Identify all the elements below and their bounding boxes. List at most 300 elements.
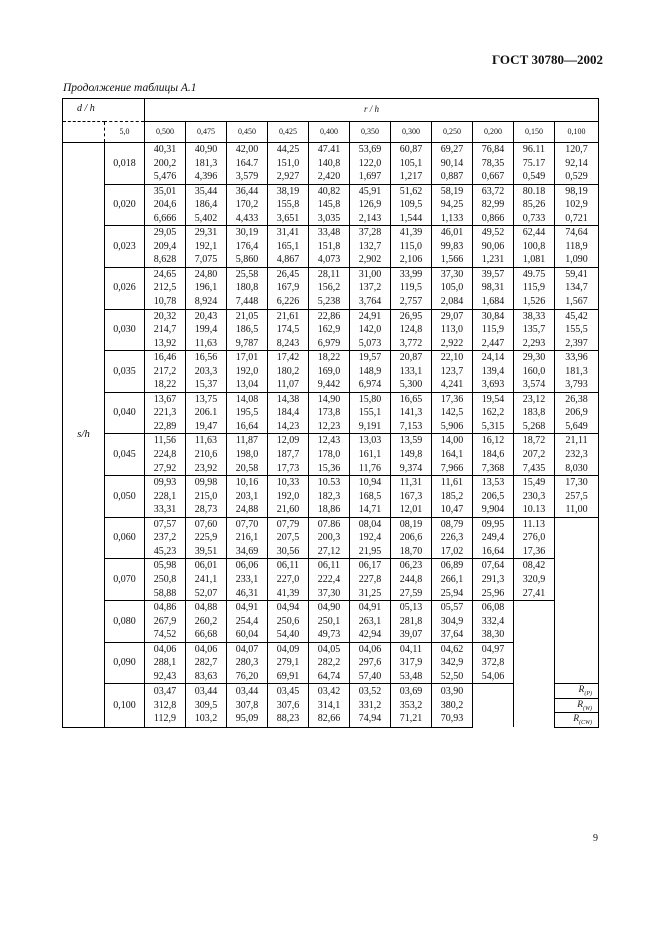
cell-value: 203,3 bbox=[194, 365, 218, 377]
cell-value: 33,48 bbox=[317, 227, 341, 239]
table-row bbox=[63, 143, 599, 185]
cell-value: 2,293 bbox=[522, 337, 546, 349]
cell-value: 5,300 bbox=[399, 379, 423, 391]
value-cell bbox=[309, 642, 350, 684]
cell-value: 119,5 bbox=[399, 282, 423, 294]
cell-value: 195,5 bbox=[235, 407, 259, 419]
value-cell bbox=[514, 476, 555, 518]
cell-value: 85,26 bbox=[522, 199, 546, 211]
cell-value: 09,98 bbox=[194, 477, 218, 489]
cell-value: 206,6 bbox=[399, 532, 423, 544]
cell-value: 148,9 bbox=[358, 365, 382, 377]
d-h-value: 0,035 bbox=[105, 351, 145, 393]
cell-value: 317,9 bbox=[399, 657, 423, 669]
cell-value: 99,83 bbox=[440, 240, 464, 252]
value-cell bbox=[309, 143, 350, 185]
cell-value: 16,46 bbox=[153, 352, 177, 364]
cell-value: 17,02 bbox=[440, 545, 464, 557]
cell-value: 162,9 bbox=[317, 324, 341, 336]
value-cell bbox=[391, 559, 432, 601]
cell-value: 92,43 bbox=[153, 670, 177, 682]
cell-value: 254,4 bbox=[235, 615, 259, 627]
cell-value: 3,574 bbox=[522, 379, 546, 391]
cell-value: 29,31 bbox=[194, 227, 218, 239]
cell-value: 149,8 bbox=[399, 449, 423, 461]
cell-value: 74,94 bbox=[358, 713, 382, 725]
value-cell bbox=[186, 392, 227, 434]
cell-value: 18,72 bbox=[522, 435, 546, 447]
cell-value: 225,9 bbox=[194, 532, 218, 544]
cell-value: 37,64 bbox=[440, 629, 464, 641]
legend-cell bbox=[555, 684, 599, 728]
cell-value: 26,95 bbox=[399, 310, 423, 322]
cell-value: 164,1 bbox=[440, 449, 464, 461]
cell-value: 0,549 bbox=[522, 171, 546, 183]
cell-value: 314,1 bbox=[317, 699, 341, 711]
cell-value: 96.11 bbox=[522, 144, 546, 155]
cell-value: 30,19 bbox=[235, 227, 259, 239]
cell-value: 1,081 bbox=[522, 254, 546, 266]
cell-value: 142,0 bbox=[358, 324, 382, 336]
column-header: 0,500 bbox=[145, 122, 186, 143]
cell-value: 4,073 bbox=[317, 254, 341, 266]
table-caption: Продолжение таблицы А.1 bbox=[63, 82, 197, 94]
legend-label: $R_{(W)}$ bbox=[555, 699, 598, 714]
cell-value: 260,2 bbox=[194, 615, 218, 627]
value-cell bbox=[145, 601, 186, 643]
cell-value: 38,19 bbox=[276, 185, 300, 197]
cell-value: 13,53 bbox=[481, 477, 505, 489]
cell-value: 0,733 bbox=[522, 212, 546, 224]
value-cell bbox=[350, 517, 391, 559]
value-cell bbox=[350, 559, 391, 601]
cell-value: 14,90 bbox=[317, 393, 341, 405]
cell-value: 06,17 bbox=[358, 560, 382, 572]
value-cell bbox=[391, 143, 432, 185]
cell-value: 12,01 bbox=[399, 504, 423, 516]
cell-value: 18,86 bbox=[317, 504, 341, 516]
column-header: 0,150 bbox=[514, 122, 555, 143]
cell-value bbox=[514, 643, 554, 657]
cell-value: 181,3 bbox=[194, 157, 218, 169]
cell-value: 9,191 bbox=[358, 420, 382, 432]
cell-value: 21,61 bbox=[276, 310, 300, 322]
cell-value: 08,04 bbox=[358, 518, 382, 530]
cell-value bbox=[514, 601, 554, 615]
value-cell bbox=[186, 601, 227, 643]
cell-value: 04,11 bbox=[399, 643, 423, 655]
cell-value: 06,01 bbox=[194, 560, 218, 572]
value-cell bbox=[227, 226, 268, 268]
cell-value: 52,50 bbox=[440, 670, 464, 682]
cell-value: 06,08 bbox=[481, 602, 505, 614]
cell-value: 228,1 bbox=[153, 490, 177, 502]
value-cell bbox=[227, 476, 268, 518]
value-cell bbox=[514, 559, 555, 601]
cell-value: 5,073 bbox=[358, 337, 382, 349]
cell-value: 09,93 bbox=[153, 477, 177, 489]
value-cell bbox=[350, 351, 391, 393]
cell-value: 320,9 bbox=[522, 573, 546, 585]
d-h-value: 0,070 bbox=[105, 559, 145, 601]
cell-value: 21,60 bbox=[276, 504, 300, 516]
value-cell bbox=[391, 642, 432, 684]
d-h-value: 0,023 bbox=[105, 226, 145, 268]
table-row bbox=[63, 476, 599, 518]
cell-value: 14,71 bbox=[358, 504, 382, 516]
cell-value: 6,979 bbox=[317, 337, 341, 349]
first-col-label: 5,0 bbox=[105, 122, 145, 143]
cell-value: 83,63 bbox=[194, 670, 218, 682]
value-cell bbox=[268, 143, 309, 185]
table-row bbox=[63, 267, 599, 309]
cell-value: 60,04 bbox=[235, 629, 259, 641]
legend-label: $R_{(P)}$ bbox=[555, 684, 598, 699]
cell-value: 3,651 bbox=[276, 212, 300, 224]
cell-value bbox=[514, 699, 554, 713]
value-cell bbox=[432, 392, 473, 434]
cell-value: 160,0 bbox=[522, 365, 546, 377]
value-cell bbox=[432, 601, 473, 643]
cell-value: 9,374 bbox=[399, 462, 423, 474]
cell-value: 6,974 bbox=[358, 379, 382, 391]
cell-value: 1,567 bbox=[565, 296, 588, 308]
value-cell bbox=[186, 517, 227, 559]
value-cell bbox=[350, 684, 391, 728]
cell-value: 29,05 bbox=[153, 227, 177, 239]
cell-value: 4,433 bbox=[235, 212, 259, 224]
cell-value: 162,2 bbox=[481, 407, 505, 419]
cell-value: 180,8 bbox=[235, 282, 259, 294]
value-cell bbox=[309, 434, 350, 476]
value-cell bbox=[186, 143, 227, 185]
cell-value: 206.1 bbox=[194, 407, 218, 419]
cell-value: 332,4 bbox=[481, 615, 505, 627]
value-cell bbox=[186, 684, 227, 728]
value-cell bbox=[432, 434, 473, 476]
cell-value: 0,529 bbox=[565, 171, 588, 183]
value-cell bbox=[268, 476, 309, 518]
cell-value: 76,20 bbox=[235, 670, 259, 682]
cell-value: 11,00 bbox=[565, 504, 588, 516]
d-h-value: 0,026 bbox=[105, 267, 145, 309]
cell-value: 74,64 bbox=[565, 227, 588, 239]
cell-value: 04,91 bbox=[358, 602, 382, 614]
value-cell bbox=[555, 184, 599, 226]
cell-value bbox=[555, 628, 598, 642]
cell-value: 12,23 bbox=[317, 420, 341, 432]
cell-value: 29,30 bbox=[522, 352, 546, 364]
cell-value: 25,58 bbox=[235, 268, 259, 280]
cell-value bbox=[555, 642, 598, 656]
table-row bbox=[63, 309, 599, 351]
cell-value: 69,27 bbox=[440, 144, 464, 155]
cell-value: 5,906 bbox=[440, 420, 464, 432]
value-cell bbox=[227, 601, 268, 643]
cell-value: 94,25 bbox=[440, 199, 464, 211]
value-cell bbox=[227, 642, 268, 684]
value-cell bbox=[432, 684, 473, 728]
cell-value: 2,447 bbox=[481, 337, 505, 349]
d-h-value: 0,040 bbox=[105, 392, 145, 434]
value-cell bbox=[227, 309, 268, 351]
cell-value: 95,09 bbox=[235, 713, 259, 725]
cell-value: 170,2 bbox=[235, 199, 259, 211]
value-cell bbox=[268, 226, 309, 268]
cell-value: 19,47 bbox=[194, 420, 218, 432]
cell-value: 24,88 bbox=[235, 504, 259, 516]
cell-value: 30,56 bbox=[276, 545, 300, 557]
cell-value: 46,01 bbox=[440, 227, 464, 239]
cell-value: 279,1 bbox=[276, 657, 300, 669]
value-cell bbox=[145, 184, 186, 226]
cell-value: 100,8 bbox=[522, 240, 546, 252]
cell-value: 63,72 bbox=[481, 185, 505, 197]
cell-value: 26,38 bbox=[565, 393, 588, 405]
cell-value: 133,1 bbox=[399, 365, 423, 377]
cell-value: 11,31 bbox=[399, 477, 423, 489]
value-cell bbox=[555, 517, 599, 559]
cell-value: 180,2 bbox=[276, 365, 300, 377]
cell-value: 25,94 bbox=[440, 587, 464, 599]
cell-value: 16,65 bbox=[399, 393, 423, 405]
d-h-value: 0,030 bbox=[105, 309, 145, 351]
cell-value: 16,64 bbox=[481, 545, 505, 557]
cell-value bbox=[514, 628, 554, 642]
cell-value: 282,2 bbox=[317, 657, 341, 669]
table-row bbox=[63, 601, 599, 643]
cell-value: 41,39 bbox=[399, 227, 423, 239]
cell-value: 15,49 bbox=[522, 477, 546, 489]
cell-value: 07,64 bbox=[481, 560, 505, 572]
cell-value: 22,86 bbox=[317, 310, 341, 322]
value-cell bbox=[268, 184, 309, 226]
cell-value: 250,8 bbox=[153, 573, 177, 585]
table-row bbox=[63, 642, 599, 684]
cell-value: 39,51 bbox=[194, 545, 218, 557]
cell-value: 20,58 bbox=[235, 462, 259, 474]
value-cell bbox=[514, 517, 555, 559]
cell-value: 74,52 bbox=[153, 629, 177, 641]
cell-value: 5,315 bbox=[481, 420, 505, 432]
table-row bbox=[63, 684, 599, 728]
cell-value: 44,25 bbox=[276, 144, 300, 155]
value-cell bbox=[473, 226, 514, 268]
column-header: 0,450 bbox=[227, 122, 268, 143]
value-cell bbox=[391, 517, 432, 559]
cell-value: 08,79 bbox=[440, 518, 464, 530]
cell-value: 267,9 bbox=[153, 615, 177, 627]
cell-value: 331,2 bbox=[358, 699, 382, 711]
value-cell bbox=[473, 517, 514, 559]
cell-value: 14,38 bbox=[276, 393, 300, 405]
value-cell bbox=[268, 434, 309, 476]
value-cell bbox=[473, 684, 514, 728]
value-cell bbox=[432, 226, 473, 268]
cell-value: 14,00 bbox=[440, 435, 464, 447]
cell-value: 141,3 bbox=[399, 407, 423, 419]
cell-value: 137,2 bbox=[358, 282, 382, 294]
cell-value: 19,57 bbox=[358, 352, 382, 364]
cell-value: 20,43 bbox=[194, 310, 218, 322]
cell-value: 30,84 bbox=[481, 310, 505, 322]
value-cell bbox=[309, 392, 350, 434]
value-cell bbox=[309, 226, 350, 268]
value-cell bbox=[227, 143, 268, 185]
cell-value: 145,8 bbox=[317, 199, 341, 211]
table-row bbox=[63, 226, 599, 268]
cell-value: 26,45 bbox=[276, 268, 300, 280]
value-cell bbox=[514, 392, 555, 434]
cell-value: 11,87 bbox=[235, 435, 259, 447]
cell-value: 05,13 bbox=[399, 602, 423, 614]
cell-value: 0,887 bbox=[440, 171, 464, 183]
value-cell bbox=[432, 309, 473, 351]
cell-value: 24,14 bbox=[481, 352, 505, 364]
cell-value: 04,90 bbox=[317, 602, 341, 614]
cell-value: 156,2 bbox=[317, 282, 341, 294]
value-cell bbox=[555, 476, 599, 518]
cell-value: 249,4 bbox=[481, 532, 505, 544]
cell-value bbox=[555, 573, 598, 587]
cell-value: 38,30 bbox=[481, 629, 505, 641]
cell-value: 1,231 bbox=[481, 254, 505, 266]
cell-value: 192,4 bbox=[358, 532, 382, 544]
value-cell bbox=[514, 226, 555, 268]
cell-value: 2,902 bbox=[358, 254, 382, 266]
value-cell bbox=[186, 267, 227, 309]
cell-value: 199,4 bbox=[194, 324, 218, 336]
value-cell bbox=[473, 267, 514, 309]
cell-value: 07,57 bbox=[153, 518, 177, 530]
value-cell bbox=[514, 309, 555, 351]
cell-value: 06,06 bbox=[235, 560, 259, 572]
cell-value: 2,397 bbox=[565, 337, 588, 349]
cell-value: 309,5 bbox=[194, 699, 218, 711]
value-cell bbox=[473, 476, 514, 518]
d-h-value: 0,018 bbox=[105, 143, 145, 185]
cell-value: 342,9 bbox=[440, 657, 464, 669]
cell-value: 1,684 bbox=[481, 296, 505, 308]
cell-value: 192,0 bbox=[235, 365, 259, 377]
value-cell bbox=[391, 184, 432, 226]
value-cell bbox=[432, 351, 473, 393]
value-cell bbox=[555, 601, 599, 643]
cell-value: 122,0 bbox=[358, 157, 382, 169]
cell-value: 11,61 bbox=[440, 477, 464, 489]
cell-value bbox=[555, 601, 598, 615]
value-cell bbox=[555, 309, 599, 351]
cell-value: 0,721 bbox=[565, 212, 588, 224]
cell-value: 142,5 bbox=[440, 407, 464, 419]
cell-value: 13,75 bbox=[194, 393, 218, 405]
value-cell bbox=[186, 351, 227, 393]
cell-value: 08,42 bbox=[522, 560, 546, 572]
cell-value: 8,628 bbox=[153, 254, 177, 266]
cell-value: 164.7 bbox=[235, 157, 259, 169]
cell-value: 4,396 bbox=[194, 171, 218, 183]
cell-value bbox=[514, 712, 554, 726]
table-row bbox=[63, 517, 599, 559]
value-cell bbox=[473, 434, 514, 476]
cell-value: 45,23 bbox=[153, 545, 177, 557]
cell-value: 22,89 bbox=[153, 420, 177, 432]
column-header: 0,300 bbox=[391, 122, 432, 143]
cell-value: 182,3 bbox=[317, 490, 341, 502]
cell-value: 03,90 bbox=[440, 686, 464, 698]
cell-value: 173,8 bbox=[317, 407, 341, 419]
cell-value: 5,238 bbox=[317, 296, 341, 308]
column-header: 0,350 bbox=[350, 122, 391, 143]
value-cell bbox=[145, 559, 186, 601]
cell-value: 230,3 bbox=[522, 490, 546, 502]
cell-value: 2,922 bbox=[440, 337, 464, 349]
cell-value: 312,8 bbox=[153, 699, 177, 711]
value-cell bbox=[350, 642, 391, 684]
d-h-value: 0,090 bbox=[105, 642, 145, 684]
cell-value: 1,217 bbox=[399, 171, 423, 183]
value-cell bbox=[268, 684, 309, 728]
cell-value: 11,63 bbox=[194, 337, 218, 349]
value-cell bbox=[350, 434, 391, 476]
cell-value: 40,82 bbox=[317, 185, 341, 197]
value-cell bbox=[145, 267, 186, 309]
cell-value: 15,37 bbox=[194, 379, 218, 391]
cell-value: 198,0 bbox=[235, 449, 259, 461]
cell-value: 31,25 bbox=[358, 587, 382, 599]
cell-value: 38,33 bbox=[522, 310, 546, 322]
cell-value: 221,3 bbox=[153, 407, 177, 419]
cell-value: 304,9 bbox=[440, 615, 464, 627]
cell-value: 15,36 bbox=[317, 462, 341, 474]
value-cell bbox=[350, 309, 391, 351]
value-cell bbox=[309, 601, 350, 643]
cell-value: 1,697 bbox=[358, 171, 382, 183]
value-cell bbox=[514, 351, 555, 393]
cell-value: 88,23 bbox=[276, 713, 300, 725]
cell-value: 04,06 bbox=[194, 643, 218, 655]
cell-value: 17,36 bbox=[440, 393, 464, 405]
cell-value: 04,07 bbox=[235, 643, 259, 655]
cell-value: 09,95 bbox=[481, 518, 505, 530]
cell-value: 20,32 bbox=[153, 310, 177, 322]
value-cell bbox=[555, 434, 599, 476]
cell-value: 45,42 bbox=[565, 310, 588, 322]
value-cell bbox=[309, 184, 350, 226]
cell-value: 20,87 bbox=[399, 352, 423, 364]
cell-value: 232,3 bbox=[565, 449, 588, 461]
value-cell bbox=[350, 601, 391, 643]
cell-value: 5,402 bbox=[194, 212, 218, 224]
cell-value: 135,7 bbox=[522, 324, 546, 336]
cell-value: 1,133 bbox=[440, 212, 464, 224]
cell-value: 140,8 bbox=[317, 157, 341, 169]
cell-value: 22,10 bbox=[440, 352, 464, 364]
cell-value: 297,6 bbox=[358, 657, 382, 669]
cell-value: 120,7 bbox=[565, 144, 588, 155]
cell-value: 75.17 bbox=[522, 157, 546, 169]
cell-value: 167,3 bbox=[399, 490, 423, 502]
value-cell bbox=[186, 434, 227, 476]
cell-value: 25,96 bbox=[481, 587, 505, 599]
cell-value: 27,41 bbox=[522, 587, 546, 599]
value-cell bbox=[432, 559, 473, 601]
cell-value: 200,2 bbox=[153, 157, 177, 169]
cell-value: 307,8 bbox=[235, 699, 259, 711]
cell-value: 288,1 bbox=[153, 657, 177, 669]
column-header: 0,250 bbox=[432, 122, 473, 143]
cell-value: 307,6 bbox=[276, 699, 300, 711]
